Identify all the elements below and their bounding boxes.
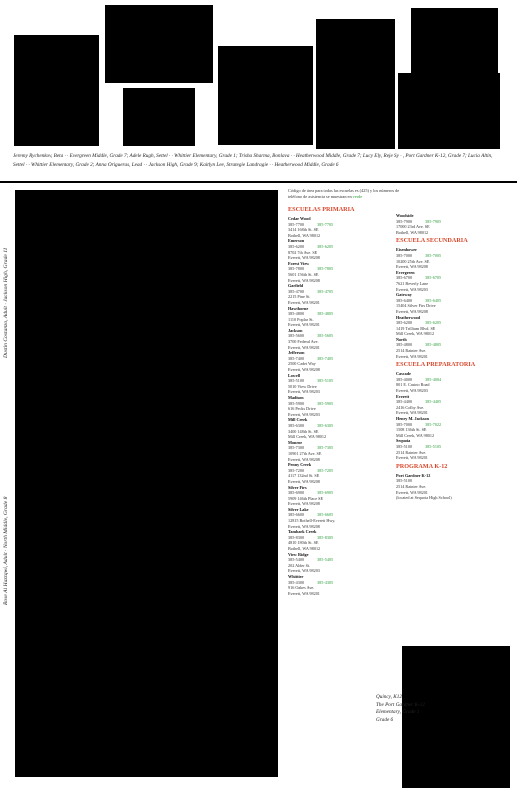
school-city: Everett, WA 98201	[396, 410, 428, 416]
school-city: Everett, WA 98208	[288, 456, 320, 462]
phone-number: 385-8300	[288, 534, 305, 540]
school-name: Monroe	[288, 439, 303, 445]
section-heading: ESCUELA SECUNDARIA	[396, 237, 468, 245]
attendance-phone: 385-4004	[425, 376, 442, 382]
school-city: Everett, WA 98208	[288, 523, 320, 529]
school-list-left	[288, 204, 393, 596]
attendance-phone: 385-4805	[425, 342, 442, 348]
side-caption-top: Dustin Costanzo, Adult · Jackson High, Grade 11	[3, 247, 9, 358]
photo-6	[411, 8, 498, 78]
school-city: Everett, WA 98201	[288, 590, 320, 596]
school-name: Henry M. Jackson	[396, 416, 429, 421]
phone-number: 385-6300	[288, 422, 305, 428]
school-entry	[288, 395, 393, 417]
school-name: Silver Firs	[288, 484, 307, 490]
school-entry	[288, 350, 393, 372]
photo-large-left	[15, 190, 278, 777]
school-list-right	[396, 213, 506, 501]
school-address: 17000 23rd Ave. SE	[396, 224, 430, 230]
school-name: Heatherwood	[396, 314, 421, 320]
school-address: 4810 180th St. SE	[288, 540, 319, 546]
phone-number: 385-6200	[288, 243, 305, 249]
attendance-phone: 385-7405	[317, 355, 334, 361]
school-city: Mill Creek, WA 98012	[396, 432, 435, 438]
attendance-phone: 385-5905	[317, 400, 334, 406]
attendance-phone: 385-7305	[317, 445, 334, 451]
phone-number: 385-5100	[396, 478, 413, 484]
school-name: Tambark Creek	[288, 529, 317, 535]
phone-number: 385-7000	[396, 421, 413, 427]
school-entry	[288, 507, 393, 529]
school-city: Everett, WA 98201	[288, 299, 320, 305]
school-entry	[288, 328, 393, 350]
attendance-phone: 385-6305	[317, 422, 334, 428]
school-entry	[396, 315, 506, 337]
school-entry	[396, 394, 506, 416]
attendance-phone: 385-5405	[317, 557, 334, 563]
school-city: Everett, WA 98208	[396, 308, 428, 314]
school-name: Lowell	[288, 372, 301, 378]
photo-1	[14, 35, 99, 146]
school-address: 2514 Rainier Ave.	[396, 483, 427, 489]
intro-green-word: verde	[352, 194, 363, 199]
phone-number: 385-4800	[288, 311, 305, 317]
school-city: Bothell, WA 98012	[288, 232, 321, 238]
school-entry	[288, 261, 393, 283]
school-name: Jackson	[288, 327, 303, 333]
school-entry	[396, 473, 506, 501]
school-name: North	[396, 336, 407, 342]
school-name: Emerson	[288, 238, 305, 244]
school-name: Cascade	[396, 371, 411, 377]
section-heading: ESCUELAS PRIMARIA	[288, 206, 355, 213]
school-name: Eisenhower	[396, 247, 417, 253]
photo-caption: Jeremy Rychenkov, Beta · · Evergreen Middle, Grade 7; Adele Rugh, Settel · · Whittier Elementary, Grade 1; Trisha Sharma, Bonlava · · Heatherwood Middle, Grade 7; Lucy Ely, Reje Sy · , Port Gardner K-12, Grade 7; Lucia Altin, Settel · · Whittier Elementary, Grade 2; Anna Origueras, Lead · · Jackson High, Grade 9; Kaitlyn Lee, Strategie Landragie · · Heatherwood Middle, Grade 6	[13, 153, 493, 168]
school-entry	[288, 552, 393, 574]
phone-number: 385-7700	[288, 221, 305, 227]
school-address: 12815 Bothell-Everett Hwy.	[288, 518, 336, 524]
photo-5	[316, 19, 395, 149]
school-city: Everett, WA 98201	[396, 489, 428, 495]
phone-number: 385-7400	[288, 355, 305, 361]
school-name: Sequoia	[396, 438, 411, 444]
attendance-phone: 385-7005	[425, 252, 442, 258]
school-name: Cedar Wood	[288, 216, 311, 221]
intro-body: Código de área para todas las escuelas es (425) y los números de teléfono de asistencia se muestran en	[288, 188, 400, 199]
school-entry	[288, 373, 393, 395]
phone-number: 385-6200	[396, 320, 413, 326]
phone-number: 385-7800	[288, 266, 305, 272]
school-city: Everett, WA 98201	[396, 455, 428, 461]
attendance-phone: 385-7022	[425, 421, 442, 427]
school-address: 3400 148th St. SE	[288, 428, 319, 434]
school-address: 616 Pecks Drive	[288, 406, 316, 412]
school-entry	[288, 529, 393, 551]
bottom-caption-line: Grade 6	[376, 716, 394, 723]
phone-number: 385-4800	[396, 342, 413, 348]
school-city: Everett, WA 98208	[288, 277, 320, 283]
school-name: Jefferson	[288, 350, 305, 356]
school-entry	[288, 283, 393, 305]
school-address: 5010 View Drive	[288, 383, 317, 389]
phone-number: 385-5400	[288, 557, 305, 563]
phone-number: 385-7200	[288, 467, 305, 473]
school-address: 1110 Poplar St.	[288, 316, 314, 322]
attendance-phone: 385-6705	[425, 275, 442, 281]
school-address: 916 Oakes Ave.	[288, 585, 315, 591]
attendance-phone: 385-4305	[317, 579, 334, 585]
school-entry	[288, 440, 393, 462]
school-city: Bothell, WA 98012	[288, 546, 321, 552]
divider-line	[0, 181, 517, 183]
school-name: Hawthorne	[288, 305, 309, 311]
school-entry	[288, 574, 393, 596]
school-city: Everett, WA 98201	[396, 353, 428, 359]
phone-number: 385-4400	[396, 399, 413, 405]
school-address: 1419 Trillium Blvd. SE	[396, 325, 436, 331]
phone-number: 385-7000	[396, 252, 413, 258]
school-name: Mill Creek	[288, 417, 308, 423]
school-name: Whittier	[288, 574, 304, 579]
phone-number: 385-4000	[396, 376, 413, 382]
photo-7	[398, 73, 500, 149]
school-city: Mill Creek, WA 98012	[396, 331, 435, 337]
attendance-phone: 385-5605	[317, 333, 334, 339]
school-address: 5909 146th Place SE	[288, 495, 324, 501]
bottom-caption	[376, 694, 425, 724]
school-address: 202 Alder St.	[288, 562, 311, 568]
phone-number: 385-5900	[288, 400, 305, 406]
section-heading: ESCUELA PREPARATORIA	[396, 361, 476, 369]
school-entry	[288, 306, 393, 328]
school-name: View Ridge	[288, 551, 309, 557]
school-city: Everett, WA 98208	[288, 501, 320, 507]
school-entry	[288, 417, 393, 439]
school-address: 5601 156th St. SE	[288, 271, 319, 277]
school-name: Garfield	[288, 283, 304, 289]
bottom-caption-line: Quincy, K12	[376, 694, 402, 700]
school-city: Everett, WA 98203	[396, 286, 428, 292]
school-address: 2500 Cadet Way	[288, 361, 316, 367]
school-name: Forest View	[288, 260, 310, 266]
school-address: 7621 Beverly Lane	[396, 280, 429, 286]
school-city: Everett, WA 98208	[396, 264, 428, 270]
attendance-phone: 385-4805	[317, 311, 334, 317]
school-address: 801 E. Casino Road	[396, 382, 430, 388]
school-city: Everett, WA 98203	[396, 388, 428, 394]
phone-number: 385-6900	[288, 490, 305, 496]
photo-4	[218, 46, 313, 145]
school-entry	[396, 292, 506, 314]
school-city: Everett, WA 98208	[288, 367, 320, 373]
attendance-phone: 385-7705	[317, 221, 334, 227]
school-address: 8702 7th Ave. SE	[288, 249, 318, 255]
section-heading: PROGRAMA K-12	[396, 462, 448, 470]
school-city: Bothell, WA 98012	[396, 229, 429, 235]
phone-number: 385-6600	[288, 512, 305, 518]
school-name: Evergreen	[396, 269, 415, 275]
school-name: Port Gardner K-12	[396, 472, 431, 478]
phone-number: 385-5600	[288, 333, 305, 339]
attendance-phone: 385-6405	[425, 297, 442, 303]
attendance-phone: 385-8305	[317, 534, 334, 540]
photo-3	[123, 88, 195, 146]
school-entry	[396, 270, 506, 292]
school-address: 4117 132nd St. SE	[288, 473, 320, 479]
school-entry	[288, 462, 393, 484]
phone-number: 385-7900	[396, 218, 413, 224]
school-entry	[288, 216, 393, 238]
intro-text	[288, 188, 408, 200]
attendance-phone: 385-7805	[317, 266, 334, 272]
school-address: 1508 136th St. SE	[396, 427, 427, 433]
photo-2	[105, 5, 213, 83]
school-city: Everett, WA 98208	[288, 478, 320, 484]
attendance-phone: 385-7905	[425, 218, 442, 224]
school-address: 15404 Silver Firs Drive	[396, 303, 436, 309]
school-entry	[396, 213, 506, 235]
school-entry	[396, 438, 506, 460]
attendance-phone: 385-6605	[317, 512, 334, 518]
school-city: Everett, WA 98203	[288, 568, 320, 574]
school-address: 2416 Colby Ave.	[396, 404, 425, 410]
attendance-phone: 385-4705	[317, 288, 334, 294]
bottom-caption-line: The Port Gardner K-12	[376, 701, 425, 708]
attendance-phone: 385-7205	[317, 467, 334, 473]
school-entry	[396, 371, 506, 393]
school-address: 2514 Rainier Ave.	[396, 348, 427, 354]
phone-number: 385-7300	[288, 445, 305, 451]
phone-number: 385-4300	[288, 579, 305, 585]
bottom-caption-line: Elementary, Grade 1	[376, 709, 420, 715]
attendance-phone: 385-6205	[425, 320, 442, 326]
school-entry	[396, 337, 506, 359]
school-name: Everett	[396, 393, 410, 399]
school-entry	[288, 238, 393, 260]
attendance-phone: 385-5105	[317, 378, 334, 384]
school-city: Everett, WA 98203	[288, 389, 320, 395]
attendance-phone: 385-6905	[317, 490, 334, 496]
phone-number: 385-4700	[288, 288, 305, 294]
school-note: (located at Sequoia High School)	[396, 495, 452, 501]
school-city: Everett, WA 98208	[288, 255, 320, 261]
school-name: Madison	[288, 395, 304, 400]
school-entry	[288, 485, 393, 507]
school-name: Woodside	[396, 213, 414, 218]
phone-number: 385-6400	[396, 297, 413, 303]
school-name: Silver Lake	[288, 506, 309, 512]
school-address: 2215 Pine St.	[288, 294, 311, 300]
school-name: Penny Creek	[288, 462, 312, 468]
school-address: 10901 27th Ave. SE	[288, 450, 322, 456]
side-caption-bottom: Rose Al Hazzqwi, Adult · North Middle, Grade 8	[3, 496, 9, 605]
school-name: Gateway	[396, 292, 412, 298]
phone-number: 385-5100	[288, 378, 305, 384]
school-address: 10200 25th Ave. SE	[396, 258, 430, 264]
school-city: Everett, WA 98203	[288, 411, 320, 417]
school-city: Mill Creek, WA 98012	[288, 434, 327, 440]
school-address: 2514 Rainier Ave.	[396, 449, 427, 455]
school-entry	[396, 247, 506, 269]
attendance-phone: 385-4405	[425, 399, 442, 405]
school-city: Everett, WA 98201	[288, 322, 320, 328]
school-address: 3700 Federal Ave.	[288, 339, 319, 345]
school-entry	[396, 416, 506, 438]
phone-number: 385-5100	[396, 443, 413, 449]
attendance-phone: 385-5105	[425, 443, 442, 449]
phone-number: 385-6700	[396, 275, 413, 281]
attendance-phone: 385-6205	[317, 243, 334, 249]
school-address: 3414 168th St. SE	[288, 227, 319, 233]
school-city: Everett, WA 98201	[288, 344, 320, 350]
